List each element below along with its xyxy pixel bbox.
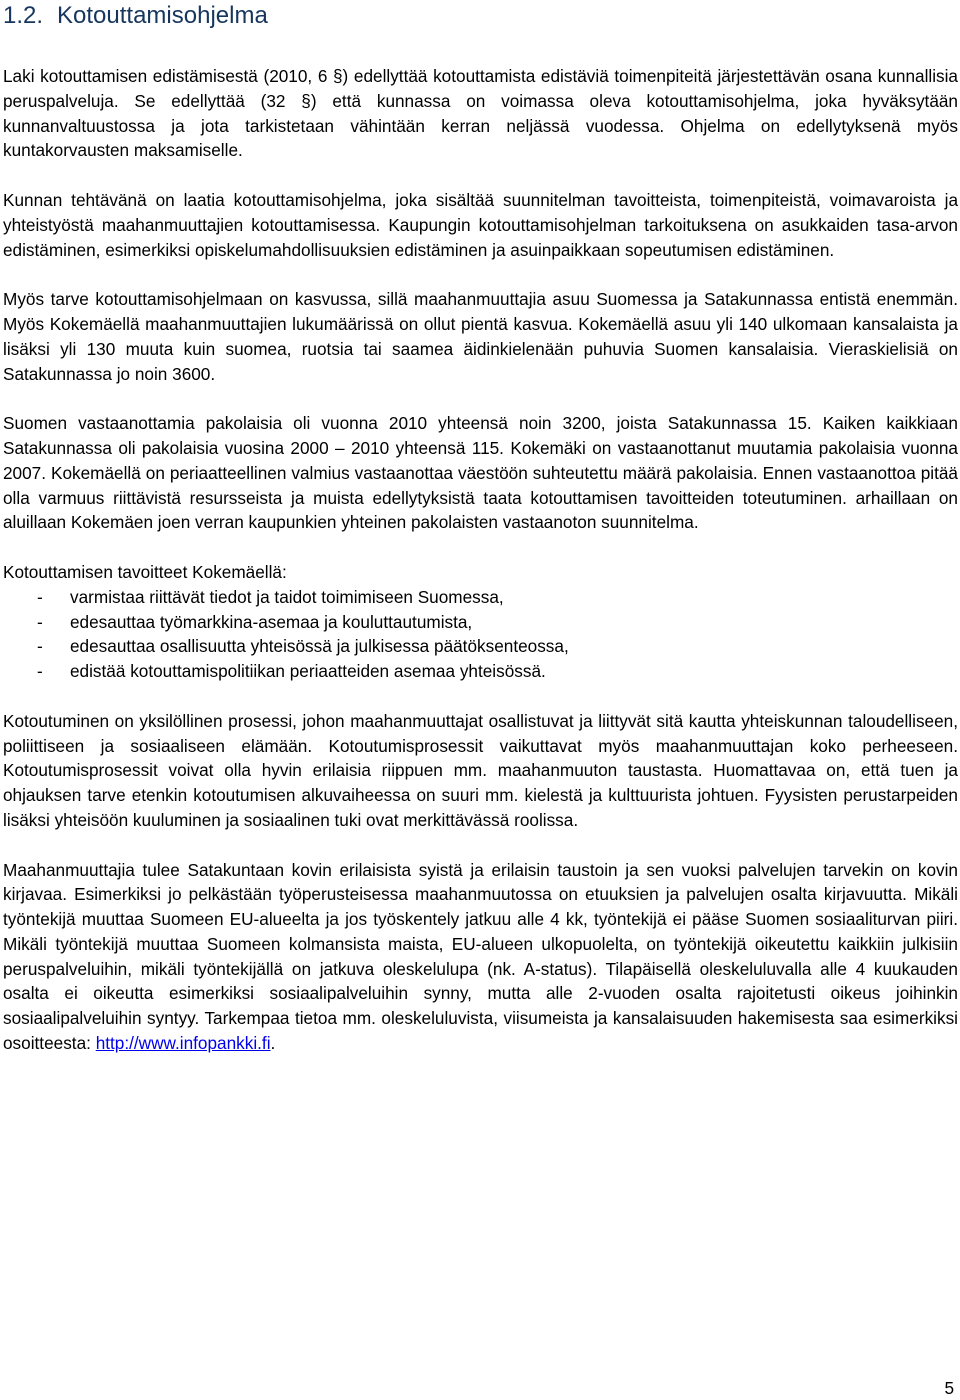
page-number: 5: [944, 1378, 954, 1398]
paragraph-services: Maahanmuuttajia tulee Satakuntaan kovin erilaisista syistä ja erilaisin taustoin ja sen vuoksi palvelujen tarvekin on kovin kirjavaa. Esimerkiksi jo pelkästään työperusteisessa maahanmuutossa on etuuksien ja palvelujen osalta kirjavuutta. Mikäli työntekijä muuttaa Suomeen EU-alueelta ja jos työskentely jatkuu alle 4 kk, työntekijä ei pääse Suomen sosiaaliturvan piiri. Mikäli työntekijä muuttaa Suomeen kolmansista maista, EU-alueen ulkopuolelta, on työntekijä oikeutettu kaikkiin julkisiin peruspalveluihin, mikäli työntekijällä on jatkuva oleskelulupa (nk. A-status). Tilapäisellä oleskeluluvalla alle 4 kuukauden osalta ei oikeutta esimerkiksi sosiaalipalveluihin synny, mutta alle 2-vuoden osalta rajoitetusti oikeus joihinkin sosiaalipalveluihin syntyy. Tarkempaa tietoa mm. oleskeluluvista, viisumeista ja kansalaisuuden hakemisesta saa esimerkiksi osoitteesta: http://www.infopankki.fi.: [3, 859, 958, 1054]
paragraph-integration-process: Kotoutuminen on yksilöllinen prosessi, johon maahanmuuttajat osallistuvat ja liittyvät sitä kautta yhteiskunnan taloudelliseen, poliittiseen ja sosiaaliseen elämään. Kotoutumisprosessit vaikuttavat myös maahanmuuttajan koko perheeseen. Kotoutumisprosessit voivat olla hyvin erilaisia riippuen mm. maahanmuuton taustasta. Huomattavaa on, että tuen ja ohjauksen tarve etenkin kotoutumisen alkuvaiheessa on suuri mm. kielestä ja kulttuurista johtuen. Fyysisten perustarpeiden lisäksi yhteisöön kuuluminen ja sosiaalinen tuki ovat merkittävässä roolissa.: [3, 710, 958, 830]
bullet-dash: -: [37, 636, 43, 657]
bullet-dash: -: [37, 586, 43, 607]
section-heading: [3, 0, 958, 30]
document-page: [3, 0, 958, 1056]
list-item: - edesauttaa osallisuutta yhteisössä ja julkisessa päätöksenteossa,: [3, 634, 958, 659]
list-item: - edesauttaa työmarkkina-asemaa ja kouluttautumista,: [3, 610, 958, 635]
goals-list: [3, 585, 958, 684]
infopankki-link[interactable]: http://www.infopankki.fi: [95, 1033, 271, 1054]
paragraph-refugees: Suomen vastaanottamia pakolaisia oli vuonna 2010 yhteensä noin 3200, joista Satakunnassa 15. Kaiken kaikkiaan Satakunnassa oli pakolaisia vuosina 2000 – 2010 yhteensä 115. Kokemäki on vastaanottanut muutamia pakolaisia vuonna 2007. Kokemäellä on periaatteellinen valmius vastaanottaa väestöön suhteutettu määrä pakolaisia. Ennen vastaanottoa pitää olla varmuus riittävistä resursseista ja muista edellytyksistä taata kotouttamisen tavoitteiden toteutuminen. arhaillaan on aluillaan Kokemäen joen verran kaupunkien yhteinen pakolaisten vastaanoton suunnitelma.: [3, 413, 958, 533]
section-number: 1.2.: [3, 2, 44, 29]
bullet-dash: -: [37, 611, 43, 632]
paragraph-law: Laki kotouttamisen edistämisestä (2010, 6 §) edellyttää kotouttamista edistäviä toimenpiteitä järjestettävän osana kunnallisia peruspalveluja. Se edellyttää (32 §) että kunnassa on voimassa oleva kotouttamisohjelma, joka hyväksytään kunnanvaltuustossa ja jota tarkistetaan vähintään kerran neljässä vuodessa. Ohjelma on edellytyksenä myös kuntakorvausten maksamiselle.: [3, 66, 958, 161]
paragraph-municipality-task: Kunnan tehtävänä on laatia kotouttamisohjelma, joka sisältää suunnitelman tavoitteista, toimenpiteistä, voimavaroista ja yhteistyöstä maahanmuuttajien kotouttamisessa. Kaupungin kotouttamisohjelman tarkoituksena on asukkaiden tasa-arvon edistäminen, esimerkiksi opiskelumahdollisuuksien edistäminen ja asuinpaikkaan sopeutumisen edistäminen.: [3, 189, 958, 260]
section-title: Kotouttamisohjelma: [57, 2, 268, 29]
list-item: - edistää kotouttamispolitiikan periaatteiden asemaa yhteisössä.: [3, 659, 958, 684]
bullet-dash: -: [37, 661, 43, 682]
goals-intro: Kotouttamisen tavoitteet Kokemäellä:: [3, 561, 287, 582]
paragraph-need: Myös tarve kotouttamisohjelmaan on kasvussa, sillä maahanmuuttajia asuu Suomessa ja Satakunnassa entistä enemmän. Myös Kokemäellä maahanmuuttajien lukumäärissä on ollut pientä kasvua. Kokemäellä asuu yli 140 ulkomaan kansalaista ja lisäksi yli 130 muuta kuin suomea, ruotsia tai saamea äidinkielenään puhuvia Suomen kansalaisia. Vieraskielisiä on Satakunnassa jo noin 3600.: [3, 289, 958, 384]
list-item: - varmistaa riittävät tiedot ja taidot toimimiseen Suomessa,: [3, 585, 958, 610]
